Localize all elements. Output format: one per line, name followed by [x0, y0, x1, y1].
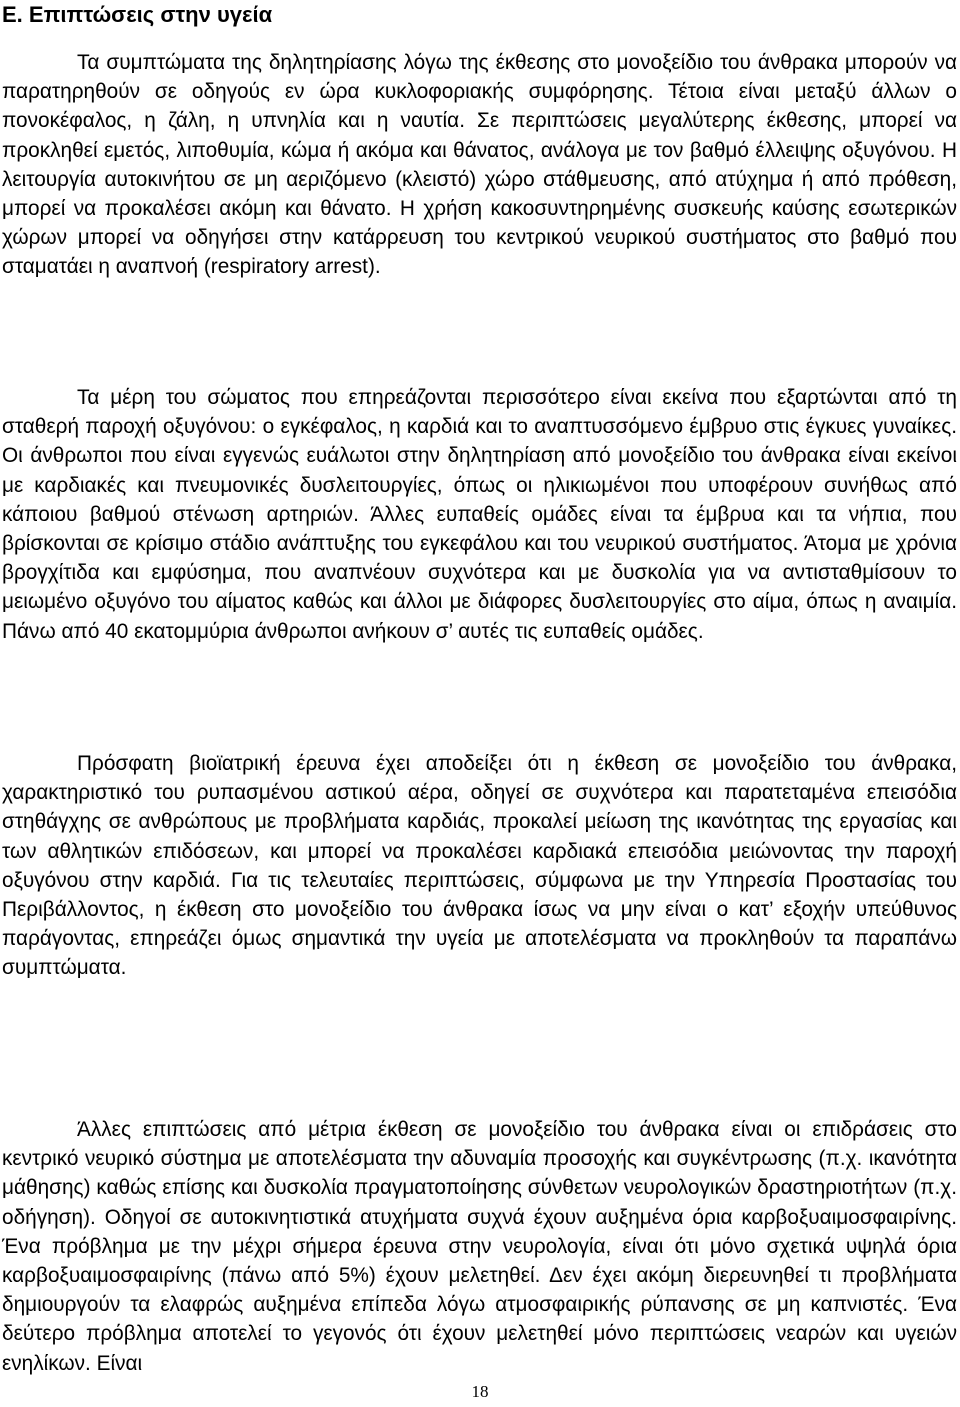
paragraph-symptoms: Τα συμπτώματα της δηλητηρίασης λόγω της έκθεσης στο μονοξείδιο του άνθρακα μπορούν να παρατηρηθούν σε οδηγούς εν ώρα κυκλοφοριακής συμφόρησης. Τέτοια είναι μεταξύ άλλων ο πονοκέφαλος, η ζάλη, η υπνηλία και η ναυτία. Σε περιπτώσεις μεγαλύτερης έκθεσης, μπορεί να προκληθεί εμετός, λιποθυμία, κώμα ή ακόμα και θάνατος, ανάλογα με τον βαθμό έλλειψης οξυγόνου. Η λειτουργία αυτοκινήτου σε μη αεριζόμενο (κλειστό) χώρο στάθμευσης, από ατύχημα ή από πρόθεση, μπορεί να προκαλέσει ακόμη και θάνατο. Η χρήση κακοσυντηρημένης συσκευής καύσης εσωτερικών χώρων μπορεί να οδηγήσει στην κατάρρευση του κεντρικού νευρικού συστήματος στο βαθμό που σταματάει η αναπνοή (respiratory arrest). — [2, 51, 957, 279]
section-heading: Ε. Επιπτώσεις στην υγεία — [2, 2, 273, 27]
page-number: 18 — [471, 1382, 489, 1401]
paragraph-nervous-system-effects: Άλλες επιπτώσεις από μέτρια έκθεση σε μονοξείδιο του άνθρακα είναι οι επιδράσεις στο κεντρικό νευρικό σύστημα με αποτελέσματα την αδυναμία προσοχής και συγκέντρωσης (π.χ. ικανότητα μάθησης) καθώς επίσης και δυσκολία πραγματοποίησης σύνθετων νευρολογικών δραστηριοτήτων (π.χ. οδήγηση). Οδηγοί σε αυτοκινητιστικά ατυχήματα συχνά έχουν αυξημένα όρια καρβοξυαιμοσφαιρίνης. Ένα πρόβλημα με την μέχρι σήμερα έρευνα στην νευρολογία, είναι ότι μόνο σχετικά υψηλά όρια καρβοξυαιμοσφαιρίνης (πάνω από 5%) έχουν μελετηθεί. Δεν έχει ακόμη διερευνηθεί τι προβλήματα δημιουργούν τα ελαφρώς αυξημένα επίπεδα λόγω ατμοσφαιρικής ρύπανσης σε μη καπνιστές. Ένα δεύτερο πρόβλημα αποτελεί το γεγονός ότι έχουν μελετηθεί μόνο περιπτώσεις νεαρών και υγειών ενηλίκων. Είναι — [2, 1118, 957, 1375]
paragraph-biomedical-research: Πρόσφατη βιοϊατρική έρευνα έχει αποδείξει ότι η έκθεση σε μονοξείδιο του άνθρακα, χαρακτηριστικό του ρυπασμένου αστικού αέρα, οδηγεί σε συχνότερα και παρατεταμένα επεισόδια στηθάγχης σε ανθρώπους με προβλήματα καρδιάς, προκαλεί μείωση της ικανότητας της εργασίας και των αθλητικών επιδόσεων, και μπορεί να προκαλέσει καρδιακά επεισόδια μειώνοντας την παροχή οξυγόνου στην καρδιά. Για τις τελευταίες περιπτώσεις, σύμφωνα με την Υπηρεσία Προστασίας του Περιβάλλοντος, η έκθεση στο μονοξείδιο του άνθρακα ίσως να μην είναι ο κατ’ εξοχήν υπεύθυνος παράγοντας, επηρεάζει όμως σημαντικά την υγεία με αποτελέσματα να προκληθούν τα παραπάνω συμπτώματα. — [2, 752, 957, 980]
paragraph-affected-groups: Τα μέρη του σώματος που επηρεάζονται περισσότερο είναι εκείνα που εξαρτώνται από τη σταθερή παροχή οξυγόνου: ο εγκέφαλος, η καρδιά και το αναπτυσσόμενο έμβρυο στις έγκυες γυναίκες. Οι άνθρωποι που είναι εγγενώς ευάλωτοι στην δηλητηρίαση από μονοξείδιο του άνθρακα είναι εκείνοι με καρδιακές και πνευμονικές δυσλειτουργίες, όπως οι ηλικιωμένοι που υποφέρουν συνήθως από κάποιου βαθμού στένωση αρτηριών. Άλλες ευπαθείς ομάδες είναι τα έμβρυα και τα νήπια, που βρίσκονται σε κρίσιμο στάδιο ανάπτυξης του εγκεφάλου και του νευρικού συστήματος. Άτομα με χρόνια βρογχίτιδα και εμφύσημα, που αναπνέουν συχνότερα και με δυσκολία για να αντισταθμίσουν το μειωμένο οξυγόνο του αίματος καθώς και άλλοι με διάφορες δυσλειτουργίες στο αίμα, όπως η αναιμία. Πάνω από 40 εκατομμύρια άνθρωποι ανήκουν σ’ αυτές τις ευπαθείς ομάδες. — [2, 386, 957, 643]
